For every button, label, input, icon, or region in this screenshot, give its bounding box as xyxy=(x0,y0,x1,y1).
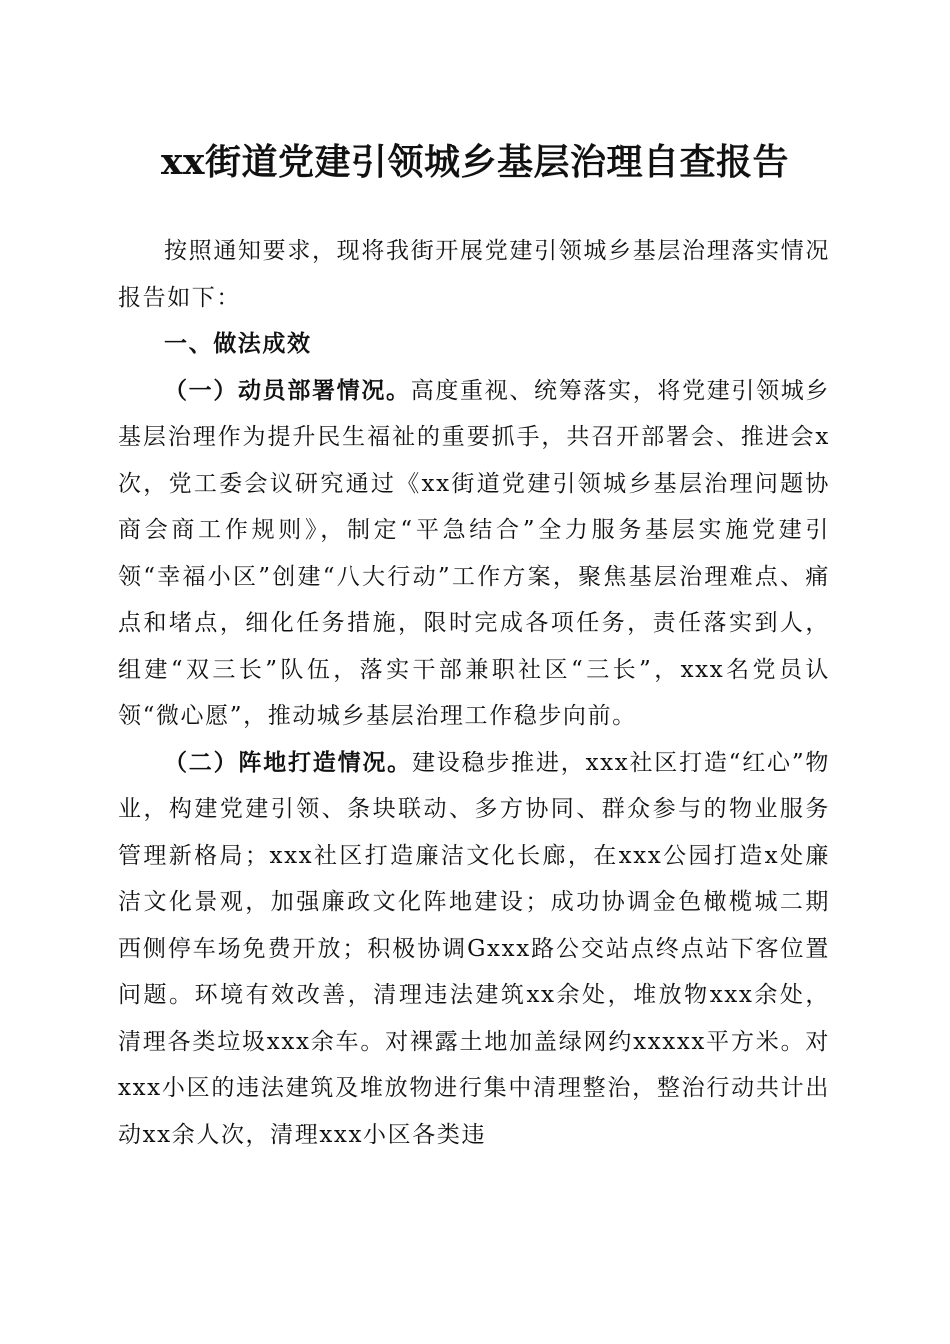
paragraph-lead: （一）动员部署情况。 xyxy=(164,376,411,404)
paragraph-mobilization xyxy=(118,368,830,740)
paragraph-position-building xyxy=(118,740,830,1159)
paragraph-lead: （二）阵地打造情况。 xyxy=(164,748,412,776)
intro-paragraph: 按照通知要求，现将我街开展党建引领城乡基层治理落实情况报告如下： xyxy=(118,238,830,311)
document-body xyxy=(118,228,830,1158)
section-heading: 一、做法成效 xyxy=(164,331,312,357)
document-title: xx街道党建引领城乡基层治理自查报告 xyxy=(161,141,789,183)
paragraph-text: 建设稳步推进，xxx社区打造“红心”物业，构建党建引领、条块联动、多方协同、群众参与的物业服务管理新格局；xxx社区打造廉洁文化长廊，在xxx公园打造x处廉洁文化景观，加强廉政文化阵地建设；成功协调金色橄榄城二期西侧停车场免费开放；积极协调Gxxx路公交站点终点站下客位置问题。环境有效改善，清理违法建筑xx余处，堆放物xxx余处，清理各类垃圾xxx余车。对裸露土地加盖绿网约xxxxx平方米。对xxx小区的违法建筑及堆放物进行集中清理整治，整治行动共计出动xx余人次，清理xxx小区各类违 xyxy=(118,749,830,1148)
paragraph-text: 高度重视、统筹落实，将党建引领城乡基层治理作为提升民生福祉的重要抓手，共召开部署会、推进会x次，党工委会议研究通过《xx街道党建引领城乡基层治理问题协商会商工作规则》，制定“平急结合”全力服务基层实施党建引领“幸福小区”创建“八大行动”工作方案，聚焦基层治理难点、痛点和堵点，细化任务措施，限时完成各项任务，责任落实到人，组建“双三长”队伍，落实干部兼职社区“三长”，xxx名党员认领“微心愿”，推动城乡基层治理工作稳步向前。 xyxy=(118,377,831,729)
